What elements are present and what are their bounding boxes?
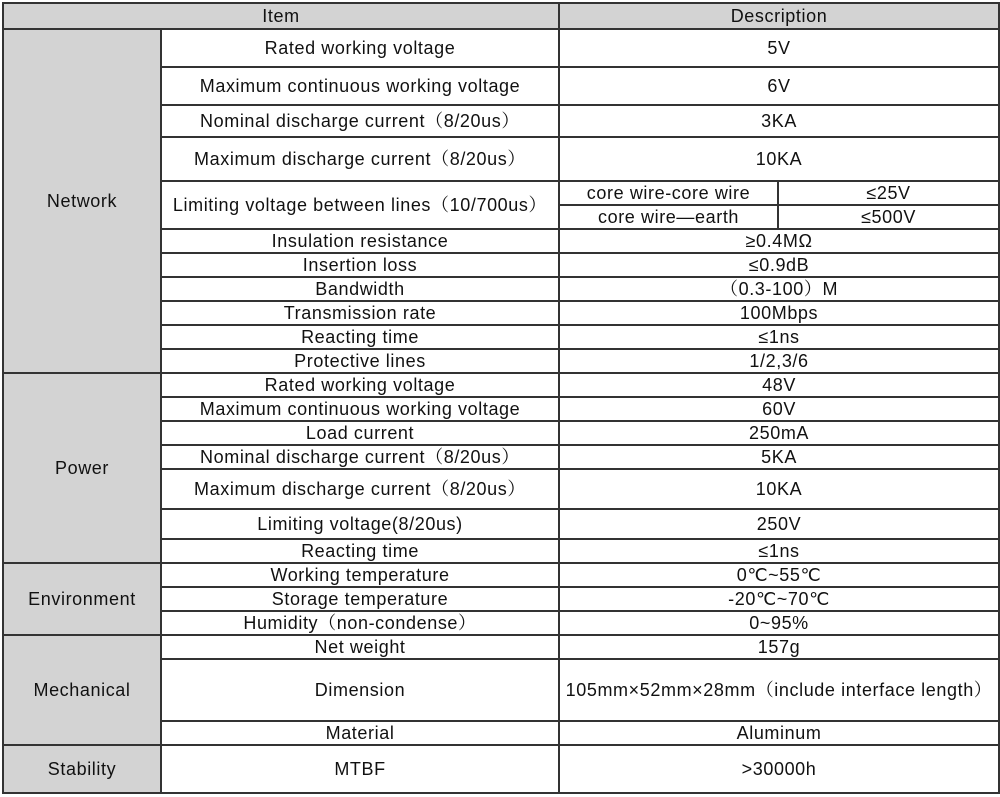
table-row xyxy=(3,563,999,587)
item-cell: Limiting voltage(8/20us) xyxy=(161,509,559,539)
item-cell: Maximum discharge current（8/20us） xyxy=(161,137,559,181)
table-row xyxy=(3,373,999,397)
group-power: Power xyxy=(3,373,161,563)
value-cell: 157g xyxy=(559,635,999,659)
value-cell: 6V xyxy=(559,67,999,105)
item-cell: Maximum continuous working voltage xyxy=(161,397,559,421)
spec-table xyxy=(2,2,1000,794)
item-cell: Insulation resistance xyxy=(161,229,559,253)
value-cell: 0~95% xyxy=(559,611,999,635)
group-network: Network xyxy=(3,29,161,373)
value-cell: 105mm×52mm×28mm（include interface length） xyxy=(559,659,999,721)
item-cell: MTBF xyxy=(161,745,559,793)
sub-value-cell: ≤25V xyxy=(778,181,999,205)
item-cell: Rated working voltage xyxy=(161,29,559,67)
item-cell: Insertion loss xyxy=(161,253,559,277)
group-environment: Environment xyxy=(3,563,161,635)
item-cell: Nominal discharge current（8/20us） xyxy=(161,445,559,469)
sub-label-cell: core wire-core wire xyxy=(559,181,778,205)
table-row xyxy=(3,745,999,793)
item-cell: Working temperature xyxy=(161,563,559,587)
item-cell: Maximum continuous working voltage xyxy=(161,67,559,105)
table-row xyxy=(3,635,999,659)
value-cell: ≥0.4MΩ xyxy=(559,229,999,253)
value-cell: 3KA xyxy=(559,105,999,137)
value-cell: ≤0.9dB xyxy=(559,253,999,277)
sub-value-cell: ≤500V xyxy=(778,205,999,229)
item-cell: Reacting time xyxy=(161,539,559,563)
value-cell: >30000h xyxy=(559,745,999,793)
item-cell: Reacting time xyxy=(161,325,559,349)
item-cell: Nominal discharge current（8/20us） xyxy=(161,105,559,137)
value-cell: 5V xyxy=(559,29,999,67)
value-cell: -20℃~70℃ xyxy=(559,587,999,611)
value-cell: 0℃~55℃ xyxy=(559,563,999,587)
item-cell: Load current xyxy=(161,421,559,445)
value-cell: 250V xyxy=(559,509,999,539)
value-cell: 60V xyxy=(559,397,999,421)
item-header: Item xyxy=(3,3,559,29)
item-cell: Rated working voltage xyxy=(161,373,559,397)
table-row xyxy=(3,29,999,67)
value-cell: ≤1ns xyxy=(559,325,999,349)
value-cell: 1/2,3/6 xyxy=(559,349,999,373)
group-stability: Stability xyxy=(3,745,161,793)
value-cell: （0.3-100）M xyxy=(559,277,999,301)
value-cell: 5KA xyxy=(559,445,999,469)
item-cell: Net weight xyxy=(161,635,559,659)
item-cell: Limiting voltage between lines（10/700us） xyxy=(161,181,559,229)
value-cell: 100Mbps xyxy=(559,301,999,325)
item-cell: Dimension xyxy=(161,659,559,721)
value-cell: 10KA xyxy=(559,469,999,509)
value-cell: 250mA xyxy=(559,421,999,445)
value-cell: 10KA xyxy=(559,137,999,181)
item-cell: Humidity（non-condense） xyxy=(161,611,559,635)
value-cell: Aluminum xyxy=(559,721,999,745)
item-cell: Transmission rate xyxy=(161,301,559,325)
value-cell: ≤1ns xyxy=(559,539,999,563)
group-mechanical: Mechanical xyxy=(3,635,161,745)
sub-label-cell: core wire—earth xyxy=(559,205,778,229)
value-cell: 48V xyxy=(559,373,999,397)
item-cell: Maximum discharge current（8/20us） xyxy=(161,469,559,509)
item-cell: Storage temperature xyxy=(161,587,559,611)
item-cell: Material xyxy=(161,721,559,745)
item-cell: Bandwidth xyxy=(161,277,559,301)
header-row xyxy=(3,3,999,29)
description-header: Description xyxy=(559,3,999,29)
item-cell: Protective lines xyxy=(161,349,559,373)
